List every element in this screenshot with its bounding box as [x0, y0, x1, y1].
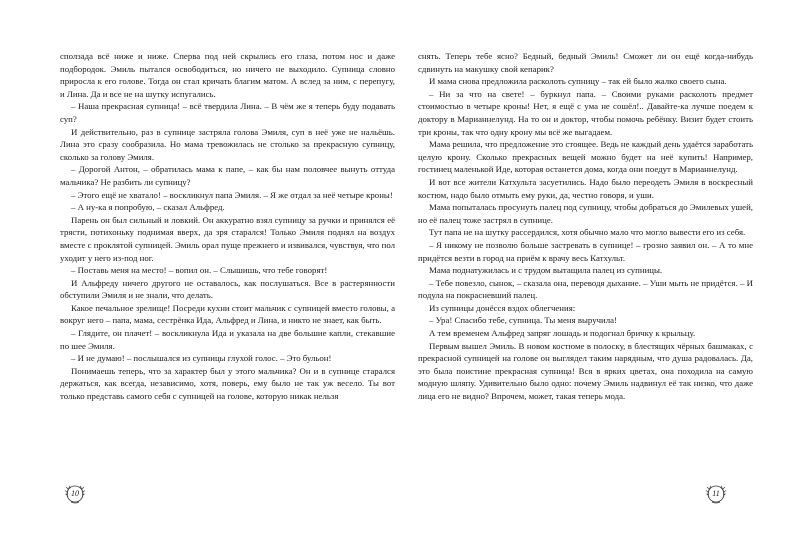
paragraph: Мама попыталась просунуть палец под супницу, чтобы добраться до Эмилевых ушей, но её палец тоже застрял в супнице. [418, 202, 753, 225]
paragraph: А тем временем Альфред запряг лошадь и подогнал бричку к крыльцу. [429, 328, 696, 339]
paragraph: – Ни за что на свете! – буркнул папа. – Своими руками расколоть предмет стоимостью в четыре кроны! Нет, я ещё с ума не сошёл!.. Давайте-ка лучше поедем к доктору в Марианнелунд. На то он и доктор, чтобы помочь ребёнку. Визит будет стоить три кроны, так что одну крону мы всё же выгадаем. [418, 88, 753, 137]
left-page-text [60, 50, 395, 490]
paragraph: – Глядите, он плачет! – воскликнула Ида и указала на две большие капли, стекавшие по шее Эмиля. [60, 328, 395, 351]
page-number: 11 [712, 489, 720, 498]
page-number: 10 [71, 489, 79, 498]
paragraph: Понимаешь теперь, что за характер был у этого мальчика? Он и в супнице старался держаться, как всегда, независимо, хотя, поверь, ему было не так уж весело. Ты вот только представь самого себя с супницей на голове, которую никак нельзя [60, 365, 395, 402]
paragraph: – Наша прекрасная супница! – всё твердила Лина. – В чём же я теперь буду подавать суп? [60, 101, 395, 124]
paragraph: снять. Теперь тебе ясно? Бедный, бедный Эмиль! Сможет ли он ещё когда-нибудь сдвинуть на макушку свой кепарик? [418, 51, 753, 74]
page-number-right [703, 481, 729, 507]
paragraph: – Этого ещё не хватало! – воскликнул папа Эмиля. – Я же отдал за неё четыре кроны! [71, 189, 393, 200]
paragraph: – Ура! Спасибо тебе, супница. Ты меня выручила! [429, 315, 617, 326]
paragraph: – Поставь меня на место! – вопил он. – Слышишь, что тебе говорят! [71, 265, 328, 276]
paragraph: Мама поднатужилась и с трудом вытащила палец из супницы. [429, 265, 663, 276]
paragraph: И вот все жители Катхульта засуетились. Надо было переодеть Эмиля в воскресный костюм, надо было отмыть ему руки, да, честно говоря, и уши. [418, 176, 753, 200]
paragraph: – Я никому не позволю больше застревать в супнице! – грозно заявил он. – А то мне придётся везти в город на приём к врачу весь Катхульт. [418, 239, 753, 263]
paragraph: И мама снова предложила расколоть супницу – так ей было жалко своего сына. [429, 76, 727, 87]
paragraph: И действительно, раз в супнице застряла голова Эмиля, суп в неё уже не нальёшь. Лина это сразу сообразила. Но мама тревожилась не столько за прекрасную супницу, сколько за голову Эмиля. [60, 126, 395, 162]
paragraph: И Альфреду ничего другого не оставалось, как послушаться. Все в растерянности обступили Эмиля и не знали, что делать. [60, 277, 395, 301]
paragraph: Какое печальное зрелище! Посреди кухни стоит мальчик с супницей вместо головы, а вокруг него – папа, мама, сестрёнка Ида, Альфред и Лина, и никто не знает, как быть. [60, 302, 395, 326]
paragraph: Тут папа не на шутку рассердился, хотя обычно мало что могло вывести его из себя. [429, 227, 746, 238]
paragraph: – Тебе повезло, сынок, – сказала она, переводя дыхание. – Уши мыть не придётся. – И подула на покрасневший палец. [418, 277, 753, 301]
paragraph: – А ну-ка я попробую, – сказал Альфред. [71, 202, 225, 213]
paragraph: Первым вышел Эмиль. В новом костюме в полоску, в блестящих чёрных башмаках, с прекрасной супницей на голове он выглядел таким нарядным, что душа радовалась. Да, это была поистине прекрасная супница! Вся в ярких цветах, она походила на самую модную шляпу. Удивительно было одно: почему Эмиль надвинул её так низко, что даже лица его не видно? Впрочем, может, такая теперь мода. [418, 340, 753, 402]
paragraph: сползада всё ниже и ниже. Сперва под ней скрылись его глаза, потом нос и даже подбородок. Эмиль пытался освободиться, но ничего не выходило. Супница словно приросла к его голове. Тогда он стал кричать благим матом. А вслед за ним, с перепугу, и Лина. Да и все не на шутку испугались. [60, 51, 395, 99]
paragraph: – Дорогой Антон, – обратилась мама к папе, – как бы нам половчее вынуть оттуда мальчика? Не разбить ли супницу? [60, 164, 395, 187]
paragraph: Из супницы донёсся вздох облегчения: [429, 302, 576, 313]
right-page-text [418, 50, 753, 490]
paragraph: Парень он был сильный и ловкий. Он аккуратно взял супницу за ручки и принялся её трясти, потихоньку поднимая вверх, да зря старался! Только Эмиля поднял на воздух вместе с проклятой супницей. Эмиль орал пуще прежнего и извивался, чувствуя, что пол уходит у него из-под ног. [60, 214, 395, 263]
paragraph: Мама решила, что предложение это стоящее. Ведь не каждый день удаётся заработать целую крону. Сколько прекрасных вещей можно будет на неё купить! Например, гостинец маленькой Иде, которая останется дома, когда они поедут в Марианнелунд. [418, 139, 753, 175]
page-number-left [62, 481, 88, 507]
paragraph: – И не думаю! – послышался из супницы глухой голос. – Это бульон! [71, 353, 332, 364]
